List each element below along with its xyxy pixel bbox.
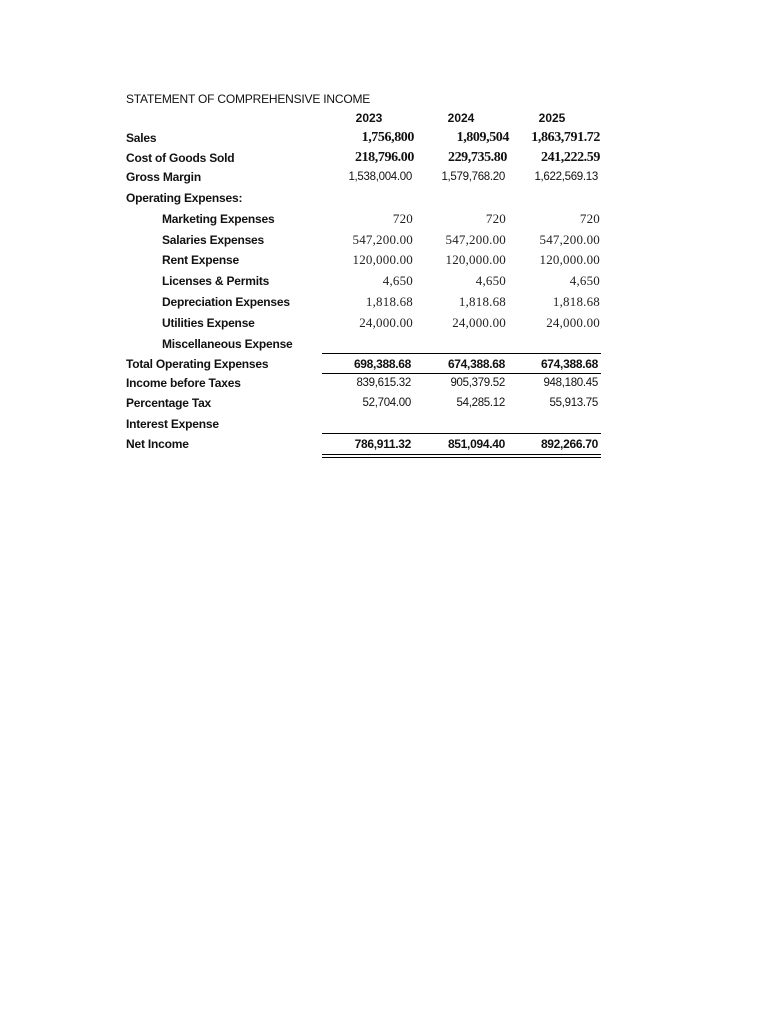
depreciation-row [0, 292, 768, 312]
miscellaneous-row [0, 334, 768, 354]
sales-label: Sales [126, 131, 157, 145]
licenses-row [0, 271, 768, 291]
cogs-2025: 241,222.59 [540, 150, 600, 165]
sales-2023: 1,756,800 [361, 130, 414, 145]
depreciation-label: Depreciation Expenses [162, 295, 290, 309]
marketing-label: Marketing Expenses [162, 212, 275, 226]
net-income-2023: 786,911.32 [354, 437, 411, 451]
cogs-2023: 218,796.00 [354, 150, 414, 165]
salaries-2023: 547,200.00 [352, 232, 413, 247]
year-header-2024: 2024 [447, 111, 475, 125]
gross-margin-2024: 1,579,768.20 [441, 171, 505, 183]
marketing-2023: 720 [392, 211, 413, 226]
licenses-label: Licenses & Permits [162, 274, 270, 288]
depreciation-2023: 1,818.68 [365, 294, 413, 309]
operating-expenses-header-row [0, 188, 768, 208]
utilities-2025: 24,000.00 [546, 315, 600, 330]
rent-2023: 120,000.00 [352, 252, 413, 267]
operating-expenses-label: Operating Expenses: [126, 191, 243, 205]
percentage-tax-2023: 52,704.00 [362, 397, 411, 409]
utilities-label: Utilities Expense [162, 316, 255, 330]
salaries-row [0, 230, 768, 250]
rent-row [0, 250, 768, 270]
cogs-label: Cost of Goods Sold [126, 151, 235, 165]
cogs-row [0, 148, 768, 168]
net-income-2024: 851,094.40 [447, 437, 505, 451]
licenses-2024: 4,650 [475, 273, 506, 288]
statement-title-row [0, 89, 768, 109]
salaries-label: Salaries Expenses [162, 233, 265, 247]
gross-margin-row [0, 167, 768, 187]
total-opex-row [0, 354, 768, 374]
income-before-taxes-row [0, 373, 768, 393]
net-income-double-rule-top [322, 454, 601, 455]
total-opex-label: Total Operating Expenses [126, 357, 269, 371]
utilities-2024: 24,000.00 [452, 315, 506, 330]
depreciation-2025: 1,818.68 [552, 294, 600, 309]
total-opex-2024: 674,388.68 [447, 357, 505, 371]
net-income-row [0, 434, 768, 454]
net-income-label: Net Income [126, 437, 189, 451]
statement-title: STATEMENT OF COMPREHENSIVE INCOME [126, 92, 371, 106]
percentage-tax-row [0, 393, 768, 413]
miscellaneous-label: Miscellaneous Expense [162, 337, 293, 351]
income-before-taxes-2024: 905,379.52 [450, 377, 505, 389]
gross-margin-2025: 1,622,569.13 [534, 171, 598, 183]
marketing-2025: 720 [579, 211, 600, 226]
percentage-tax-2025: 55,913.75 [549, 397, 598, 409]
gross-margin-2023: 1,538,004.00 [348, 171, 412, 183]
marketing-row [0, 209, 768, 229]
interest-expense-label: Interest Expense [126, 417, 219, 431]
net-income-double-rule-bottom [322, 457, 601, 458]
income-before-taxes-2025: 948,180.45 [543, 377, 598, 389]
rent-2024: 120,000.00 [445, 252, 506, 267]
year-header-row [0, 108, 768, 128]
utilities-2023: 24,000.00 [359, 315, 413, 330]
income-before-taxes-2023: 839,615.32 [356, 377, 411, 389]
net-income-2025: 892,266.70 [540, 437, 598, 451]
marketing-2024: 720 [485, 211, 506, 226]
cogs-2024: 229,735.80 [447, 150, 507, 165]
total-opex-2025: 674,388.68 [540, 357, 598, 371]
total-opex-2023: 698,388.68 [353, 357, 411, 371]
rent-label: Rent Expense [162, 253, 239, 267]
percentage-tax-2024: 54,285.12 [456, 397, 505, 409]
year-header-2025: 2025 [538, 111, 566, 125]
depreciation-2024: 1,818.68 [458, 294, 506, 309]
year-header-2023: 2023 [355, 111, 383, 125]
gross-margin-label: Gross Margin [126, 170, 201, 184]
percentage-tax-label: Percentage Tax [126, 396, 212, 410]
rent-2025: 120,000.00 [539, 252, 600, 267]
sales-2024: 1,809,504 [456, 130, 509, 145]
income-before-taxes-label: Income before Taxes [126, 376, 241, 390]
interest-expense-row [0, 414, 768, 434]
sales-2025: 1,863,791.72 [531, 130, 600, 145]
utilities-row [0, 313, 768, 333]
salaries-2025: 547,200.00 [539, 232, 600, 247]
salaries-2024: 547,200.00 [445, 232, 506, 247]
licenses-2023: 4,650 [382, 273, 413, 288]
sales-row [0, 128, 768, 148]
licenses-2025: 4,650 [569, 273, 600, 288]
